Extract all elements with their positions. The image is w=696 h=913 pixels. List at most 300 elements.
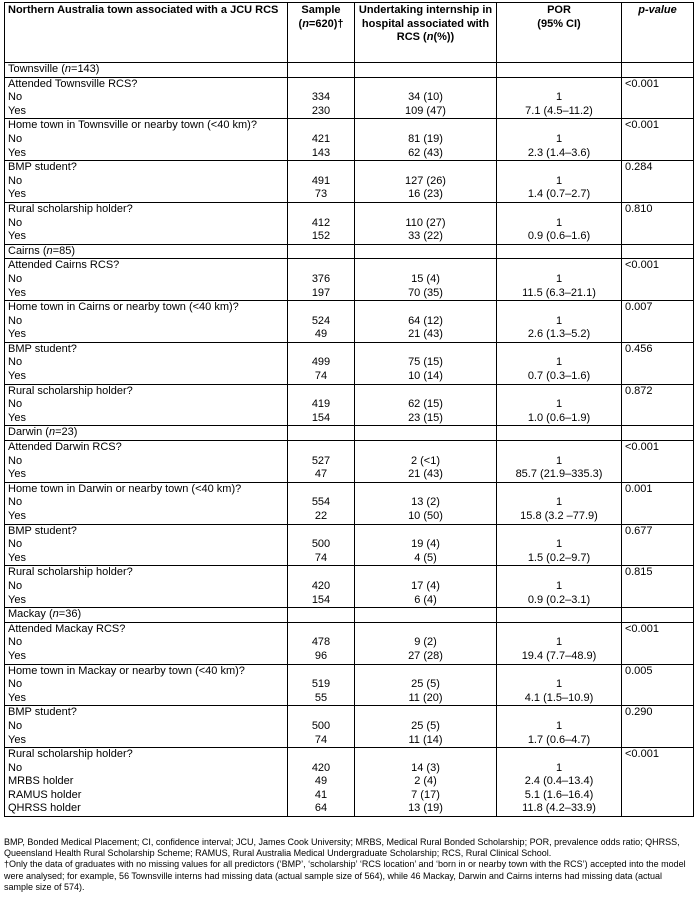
por-cell: 1 bbox=[497, 91, 622, 105]
level-label: Yes bbox=[5, 650, 288, 664]
por-cell: 19.4 (7.7–48.9) bbox=[497, 650, 622, 664]
empty-cell bbox=[355, 161, 497, 175]
sample-cell: 74 bbox=[288, 734, 355, 748]
sample-cell: 64 bbox=[288, 802, 355, 816]
internship-cell: 109 (47) bbox=[355, 105, 497, 119]
empty-cell bbox=[622, 720, 694, 734]
predictor-row bbox=[5, 566, 694, 580]
empty-cell bbox=[497, 202, 622, 216]
empty-cell bbox=[355, 202, 497, 216]
por-cell: 1.0 (0.6–1.9) bbox=[497, 412, 622, 426]
empty-cell bbox=[622, 496, 694, 510]
empty-cell bbox=[288, 259, 355, 273]
por-cell: 0.7 (0.3–1.6) bbox=[497, 370, 622, 384]
level-label: RAMUS holder bbox=[5, 789, 288, 803]
sample-cell: 73 bbox=[288, 188, 355, 202]
p-value-cell: 0.815 bbox=[622, 566, 694, 580]
p-value-cell: <0.001 bbox=[622, 77, 694, 91]
empty-cell bbox=[355, 63, 497, 78]
por-cell: 0.9 (0.6–1.6) bbox=[497, 230, 622, 244]
sample-cell: 74 bbox=[288, 370, 355, 384]
town-group-row bbox=[5, 244, 694, 259]
empty-cell bbox=[497, 664, 622, 678]
por-cell: 2.4 (0.4–13.4) bbox=[497, 775, 622, 789]
sample-cell: 554 bbox=[288, 496, 355, 510]
level-label: No bbox=[5, 636, 288, 650]
empty-cell bbox=[497, 301, 622, 315]
predictor-label: Home town in Mackay or nearby town (<40 km)? bbox=[5, 664, 288, 678]
empty-cell bbox=[622, 412, 694, 426]
level-label: Yes bbox=[5, 230, 288, 244]
town-name-cell: Mackay (n=36) bbox=[5, 608, 288, 623]
empty-cell bbox=[288, 441, 355, 455]
empty-cell bbox=[497, 342, 622, 356]
internship-cell: 11 (14) bbox=[355, 734, 497, 748]
empty-cell bbox=[497, 384, 622, 398]
empty-cell bbox=[497, 566, 622, 580]
internship-cell: 62 (15) bbox=[355, 398, 497, 412]
internship-cell: 4 (5) bbox=[355, 552, 497, 566]
empty-cell bbox=[622, 370, 694, 384]
level-label: Yes bbox=[5, 594, 288, 608]
empty-cell bbox=[497, 244, 622, 259]
sample-cell: 376 bbox=[288, 273, 355, 287]
town-group-row bbox=[5, 426, 694, 441]
level-label: No bbox=[5, 455, 288, 469]
p-value-cell: 0.456 bbox=[622, 342, 694, 356]
predictor-row bbox=[5, 119, 694, 133]
empty-cell bbox=[622, 287, 694, 301]
p-value-cell: 0.677 bbox=[622, 524, 694, 538]
predictor-label: Attended Cairns RCS? bbox=[5, 259, 288, 273]
level-row bbox=[5, 105, 694, 119]
empty-cell bbox=[622, 802, 694, 816]
predictor-row bbox=[5, 161, 694, 175]
sample-cell: 519 bbox=[288, 678, 355, 692]
empty-cell bbox=[622, 580, 694, 594]
level-row bbox=[5, 692, 694, 706]
town-name-cell: Cairns (n=85) bbox=[5, 244, 288, 259]
level-row bbox=[5, 273, 694, 287]
por-cell: 1 bbox=[497, 398, 622, 412]
predictor-row bbox=[5, 77, 694, 91]
town-group-row bbox=[5, 63, 694, 78]
p-value-cell: <0.001 bbox=[622, 441, 694, 455]
empty-cell bbox=[497, 63, 622, 78]
header-por: POR (95% CI) bbox=[497, 3, 622, 63]
por-cell: 1 bbox=[497, 133, 622, 147]
level-row bbox=[5, 398, 694, 412]
empty-cell bbox=[622, 636, 694, 650]
level-label: Yes bbox=[5, 370, 288, 384]
level-row bbox=[5, 188, 694, 202]
internship-cell: 21 (43) bbox=[355, 468, 497, 482]
level-label: No bbox=[5, 678, 288, 692]
town-name: Darwin bbox=[8, 426, 43, 439]
header-p-value: p-value bbox=[622, 3, 694, 63]
predictor-row bbox=[5, 482, 694, 496]
sample-cell: 47 bbox=[288, 468, 355, 482]
por-cell: 7.1 (4.5–11.2) bbox=[497, 105, 622, 119]
por-cell: 11.5 (6.3–21.1) bbox=[497, 287, 622, 301]
header-sample: Sample (n=620)† bbox=[288, 3, 355, 63]
empty-cell bbox=[622, 775, 694, 789]
level-label: Yes bbox=[5, 188, 288, 202]
empty-cell bbox=[288, 748, 355, 762]
empty-cell bbox=[622, 230, 694, 244]
level-row bbox=[5, 636, 694, 650]
empty-cell bbox=[355, 244, 497, 259]
empty-cell bbox=[622, 468, 694, 482]
empty-cell bbox=[622, 133, 694, 147]
town-group-row bbox=[5, 608, 694, 623]
internship-cell: 34 (10) bbox=[355, 91, 497, 105]
sample-cell: 49 bbox=[288, 328, 355, 342]
empty-cell bbox=[622, 315, 694, 329]
empty-cell bbox=[497, 259, 622, 273]
level-row bbox=[5, 412, 694, 426]
por-cell: 1 bbox=[497, 175, 622, 189]
empty-cell bbox=[355, 524, 497, 538]
empty-cell bbox=[288, 426, 355, 441]
internship-cell: 110 (27) bbox=[355, 217, 497, 231]
sample-cell: 55 bbox=[288, 692, 355, 706]
empty-cell bbox=[622, 510, 694, 524]
internship-cell: 27 (28) bbox=[355, 650, 497, 664]
level-row bbox=[5, 230, 694, 244]
town-count: 143 bbox=[77, 63, 96, 75]
empty-cell bbox=[288, 301, 355, 315]
p-value-cell: 0.007 bbox=[622, 301, 694, 315]
por-cell: 1 bbox=[497, 636, 622, 650]
level-row bbox=[5, 802, 694, 816]
town-name-cell: Townsville (n=143) bbox=[5, 63, 288, 78]
predictor-row bbox=[5, 441, 694, 455]
level-label: Yes bbox=[5, 734, 288, 748]
predictor-label: BMP student? bbox=[5, 342, 288, 356]
predictor-label: BMP student? bbox=[5, 161, 288, 175]
sample-cell: 197 bbox=[288, 287, 355, 301]
level-label: Yes bbox=[5, 147, 288, 161]
internship-cell: 19 (4) bbox=[355, 538, 497, 552]
empty-cell bbox=[288, 384, 355, 398]
sample-cell: 500 bbox=[288, 538, 355, 552]
empty-cell bbox=[497, 482, 622, 496]
level-row bbox=[5, 496, 694, 510]
predictor-label: Attended Darwin RCS? bbox=[5, 441, 288, 455]
empty-cell bbox=[622, 762, 694, 776]
por-cell: 11.8 (4.2–33.9) bbox=[497, 802, 622, 816]
empty-cell bbox=[622, 147, 694, 161]
level-label: Yes bbox=[5, 692, 288, 706]
p-value-cell: 0.001 bbox=[622, 482, 694, 496]
level-row bbox=[5, 217, 694, 231]
internship-cell: 23 (15) bbox=[355, 412, 497, 426]
level-label: No bbox=[5, 175, 288, 189]
empty-cell bbox=[622, 426, 694, 441]
internship-cell: 127 (26) bbox=[355, 175, 497, 189]
empty-cell bbox=[622, 91, 694, 105]
level-label: Yes bbox=[5, 287, 288, 301]
empty-cell bbox=[355, 622, 497, 636]
predictor-label: BMP student? bbox=[5, 706, 288, 720]
empty-cell bbox=[355, 342, 497, 356]
empty-cell bbox=[622, 678, 694, 692]
level-row bbox=[5, 91, 694, 105]
internship-cell: 2 (4) bbox=[355, 775, 497, 789]
internship-cell: 10 (14) bbox=[355, 370, 497, 384]
empty-cell bbox=[622, 538, 694, 552]
level-label: Yes bbox=[5, 552, 288, 566]
por-cell: 1 bbox=[497, 217, 622, 231]
predictor-row bbox=[5, 664, 694, 678]
level-label: No bbox=[5, 315, 288, 329]
por-cell: 1.5 (0.2–9.7) bbox=[497, 552, 622, 566]
empty-cell bbox=[355, 706, 497, 720]
por-cell: 85.7 (21.9–335.3) bbox=[497, 468, 622, 482]
predictor-label: Rural scholarship holder? bbox=[5, 748, 288, 762]
empty-cell bbox=[288, 63, 355, 78]
internship-cell: 16 (23) bbox=[355, 188, 497, 202]
town-count: 23 bbox=[61, 426, 74, 439]
empty-cell bbox=[355, 384, 497, 398]
level-label: MRBS holder bbox=[5, 775, 288, 789]
predictor-row bbox=[5, 259, 694, 273]
sample-cell: 420 bbox=[288, 762, 355, 776]
sample-cell: 74 bbox=[288, 552, 355, 566]
results-table bbox=[4, 2, 694, 817]
level-row bbox=[5, 287, 694, 301]
empty-cell bbox=[622, 552, 694, 566]
predictor-row bbox=[5, 706, 694, 720]
level-row bbox=[5, 175, 694, 189]
empty-cell bbox=[622, 455, 694, 469]
level-row bbox=[5, 734, 694, 748]
predictor-label: Attended Mackay RCS? bbox=[5, 622, 288, 636]
empty-cell bbox=[355, 748, 497, 762]
internship-cell: 81 (19) bbox=[355, 133, 497, 147]
town-name: Mackay bbox=[8, 608, 46, 621]
internship-cell: 7 (17) bbox=[355, 789, 497, 803]
empty-cell bbox=[355, 259, 497, 273]
empty-cell bbox=[288, 342, 355, 356]
internship-cell: 2 (<1) bbox=[355, 455, 497, 469]
empty-cell bbox=[622, 356, 694, 370]
internship-cell: 25 (5) bbox=[355, 720, 497, 734]
level-label: No bbox=[5, 580, 288, 594]
empty-cell bbox=[497, 77, 622, 91]
internship-cell: 15 (4) bbox=[355, 273, 497, 287]
internship-cell: 9 (2) bbox=[355, 636, 497, 650]
level-label: No bbox=[5, 720, 288, 734]
predictor-row bbox=[5, 748, 694, 762]
empty-cell bbox=[622, 175, 694, 189]
town-count: 85 bbox=[59, 244, 72, 257]
empty-cell bbox=[355, 426, 497, 441]
level-row bbox=[5, 370, 694, 384]
level-row bbox=[5, 133, 694, 147]
empty-cell bbox=[288, 202, 355, 216]
por-cell: 1 bbox=[497, 678, 622, 692]
level-row bbox=[5, 468, 694, 482]
predictor-row bbox=[5, 202, 694, 216]
p-value-cell: 0.284 bbox=[622, 161, 694, 175]
sample-cell: 96 bbox=[288, 650, 355, 664]
internship-cell: 75 (15) bbox=[355, 356, 497, 370]
empty-cell bbox=[355, 664, 497, 678]
por-cell: 1 bbox=[497, 762, 622, 776]
internship-cell: 33 (22) bbox=[355, 230, 497, 244]
sample-cell: 152 bbox=[288, 230, 355, 244]
level-row bbox=[5, 538, 694, 552]
empty-cell bbox=[622, 594, 694, 608]
level-row bbox=[5, 510, 694, 524]
level-row bbox=[5, 762, 694, 776]
predictor-row bbox=[5, 301, 694, 315]
sample-cell: 230 bbox=[288, 105, 355, 119]
empty-cell bbox=[288, 608, 355, 623]
p-value-cell: 0.810 bbox=[622, 202, 694, 216]
level-label: Yes bbox=[5, 328, 288, 342]
p-value-cell: 0.872 bbox=[622, 384, 694, 398]
internship-cell: 25 (5) bbox=[355, 678, 497, 692]
sample-cell: 22 bbox=[288, 510, 355, 524]
town-name: Cairns bbox=[8, 244, 40, 257]
empty-cell bbox=[355, 608, 497, 623]
level-label: No bbox=[5, 538, 288, 552]
predictor-label: Home town in Townsville or nearby town (<40 km)? bbox=[5, 119, 288, 133]
empty-cell bbox=[497, 161, 622, 175]
internship-cell: 11 (20) bbox=[355, 692, 497, 706]
empty-cell bbox=[622, 608, 694, 623]
por-cell: 1 bbox=[497, 455, 622, 469]
empty-cell bbox=[288, 706, 355, 720]
empty-cell bbox=[622, 188, 694, 202]
level-label: No bbox=[5, 273, 288, 287]
p-value-cell: 0.290 bbox=[622, 706, 694, 720]
level-label: No bbox=[5, 217, 288, 231]
por-cell: 1 bbox=[497, 720, 622, 734]
por-cell: 1 bbox=[497, 315, 622, 329]
empty-cell bbox=[355, 566, 497, 580]
level-label: Yes bbox=[5, 468, 288, 482]
p-value-cell: <0.001 bbox=[622, 622, 694, 636]
level-label: No bbox=[5, 133, 288, 147]
sample-cell: 421 bbox=[288, 133, 355, 147]
sample-cell: 154 bbox=[288, 594, 355, 608]
predictor-row bbox=[5, 622, 694, 636]
empty-cell bbox=[355, 119, 497, 133]
sample-cell: 412 bbox=[288, 217, 355, 231]
empty-cell bbox=[288, 664, 355, 678]
empty-cell bbox=[355, 77, 497, 91]
por-cell: 4.1 (1.5–10.9) bbox=[497, 692, 622, 706]
internship-cell: 62 (43) bbox=[355, 147, 497, 161]
level-label: Yes bbox=[5, 412, 288, 426]
empty-cell bbox=[288, 622, 355, 636]
por-cell: 2.6 (1.3–5.2) bbox=[497, 328, 622, 342]
sample-cell: 524 bbox=[288, 315, 355, 329]
predictor-row bbox=[5, 524, 694, 538]
sample-cell: 478 bbox=[288, 636, 355, 650]
level-row bbox=[5, 328, 694, 342]
level-label: No bbox=[5, 496, 288, 510]
internship-cell: 64 (12) bbox=[355, 315, 497, 329]
town-name-cell: Darwin (n=23) bbox=[5, 426, 288, 441]
level-label: No bbox=[5, 398, 288, 412]
level-row bbox=[5, 775, 694, 789]
level-row bbox=[5, 147, 694, 161]
predictor-label: Rural scholarship holder? bbox=[5, 566, 288, 580]
town-count: 36 bbox=[65, 608, 78, 621]
sample-cell: 527 bbox=[288, 455, 355, 469]
por-cell: 5.1 (1.6–16.4) bbox=[497, 789, 622, 803]
level-label: No bbox=[5, 356, 288, 370]
internship-cell: 13 (19) bbox=[355, 802, 497, 816]
level-label: QHRSS holder bbox=[5, 802, 288, 816]
empty-cell bbox=[622, 63, 694, 78]
empty-cell bbox=[622, 328, 694, 342]
empty-cell bbox=[622, 398, 694, 412]
empty-cell bbox=[355, 301, 497, 315]
internship-cell: 14 (3) bbox=[355, 762, 497, 776]
empty-cell bbox=[622, 692, 694, 706]
level-row bbox=[5, 789, 694, 803]
internship-cell: 21 (43) bbox=[355, 328, 497, 342]
empty-cell bbox=[622, 244, 694, 259]
level-row bbox=[5, 580, 694, 594]
empty-cell bbox=[288, 566, 355, 580]
empty-cell bbox=[288, 244, 355, 259]
internship-cell: 17 (4) bbox=[355, 580, 497, 594]
empty-cell bbox=[497, 426, 622, 441]
level-label: Yes bbox=[5, 510, 288, 524]
predictor-label: BMP student? bbox=[5, 524, 288, 538]
internship-cell: 6 (4) bbox=[355, 594, 497, 608]
level-row bbox=[5, 455, 694, 469]
sample-cell: 143 bbox=[288, 147, 355, 161]
level-row bbox=[5, 650, 694, 664]
level-label: Yes bbox=[5, 105, 288, 119]
table-body bbox=[5, 63, 694, 817]
empty-cell bbox=[622, 734, 694, 748]
empty-cell bbox=[497, 441, 622, 455]
internship-cell: 70 (35) bbox=[355, 287, 497, 301]
empty-cell bbox=[288, 77, 355, 91]
level-label: No bbox=[5, 762, 288, 776]
p-value-cell: <0.001 bbox=[622, 119, 694, 133]
empty-cell bbox=[622, 650, 694, 664]
footnote-dagger: †Only the data of graduates with no missing values for all predictors (‘BMP’, ‘scholarship’ ‘RCS location’ and ‘born in or nearby town with the RCS’) accepted into the model were analysed; for example, 56 Townsville interns had missing data (actual sample size of 564), while 46 Mackay, Darwin and Cairns interns had missing data (actual sample size of 574). bbox=[4, 859, 686, 892]
header-town: Northern Australia town associated with a JCU RCS bbox=[5, 3, 288, 63]
sample-cell: 334 bbox=[288, 91, 355, 105]
predictor-label: Home town in Cairns or nearby town (<40 km)? bbox=[5, 301, 288, 315]
level-row bbox=[5, 720, 694, 734]
empty-cell bbox=[622, 789, 694, 803]
p-value-cell: <0.001 bbox=[622, 259, 694, 273]
sample-cell: 491 bbox=[288, 175, 355, 189]
empty-cell bbox=[497, 706, 622, 720]
por-cell: 15.8 (3.2 –77.9) bbox=[497, 510, 622, 524]
empty-cell bbox=[622, 105, 694, 119]
predictor-row bbox=[5, 384, 694, 398]
predictor-label: Rural scholarship holder? bbox=[5, 384, 288, 398]
por-cell: 1 bbox=[497, 538, 622, 552]
internship-cell: 10 (50) bbox=[355, 510, 497, 524]
sample-cell: 154 bbox=[288, 412, 355, 426]
por-cell: 1 bbox=[497, 580, 622, 594]
predictor-label: Rural scholarship holder? bbox=[5, 202, 288, 216]
